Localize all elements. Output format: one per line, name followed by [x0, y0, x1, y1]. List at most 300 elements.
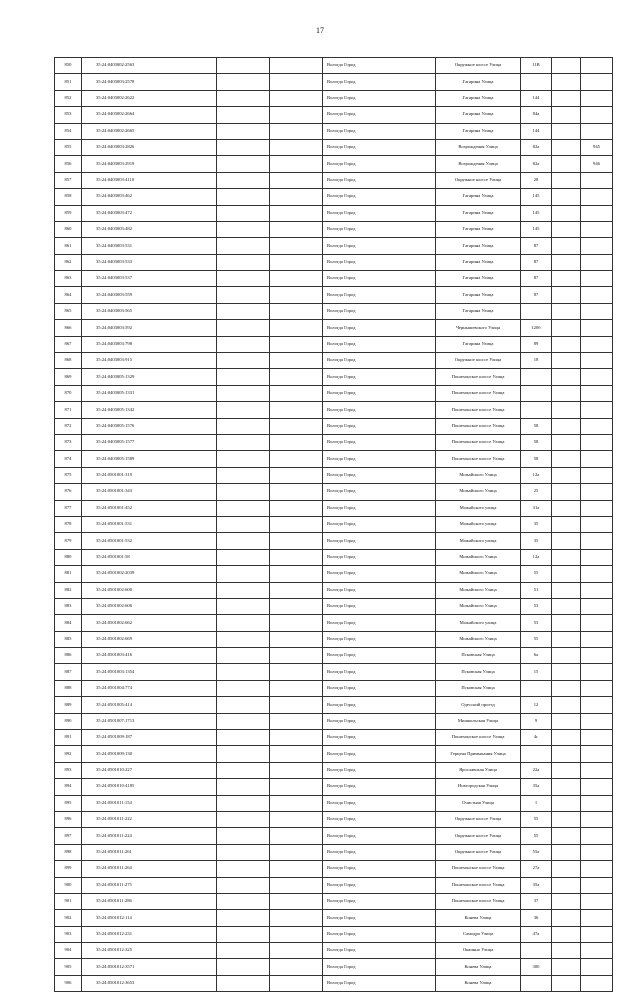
row-number-cell: 859 [55, 205, 82, 221]
row-number-cell: 887 [55, 664, 82, 680]
apartment-cell [552, 566, 581, 582]
empty-cell [217, 697, 270, 713]
row-number-cell: 867 [55, 336, 82, 352]
empty-cell [217, 434, 270, 450]
room-number-cell [581, 189, 613, 205]
city-cell: Вологда Город [323, 271, 436, 287]
row-number-cell: 870 [55, 385, 82, 401]
street-cell: Можайского Улица [436, 484, 521, 500]
street-cell: Гагарина Улица [436, 189, 521, 205]
street-cell: Гагарина Улица [436, 271, 521, 287]
cadastral-number-cell: 35:24:0501002:669 [82, 631, 217, 647]
table-row [55, 943, 613, 959]
empty-cell [270, 811, 323, 827]
house-number-cell: 35а [521, 779, 552, 795]
apartment-cell [552, 877, 581, 893]
table-row [55, 139, 613, 155]
city-cell: Вологда Город [323, 238, 436, 254]
house-number-cell [521, 680, 552, 696]
empty-cell [270, 139, 323, 155]
table-row [55, 123, 613, 139]
room-number-cell [581, 631, 613, 647]
room-number-cell [581, 549, 613, 565]
city-cell: Вологда Город [323, 205, 436, 221]
room-number-cell [581, 254, 613, 270]
city-cell: Вологда Город [323, 189, 436, 205]
city-cell: Вологда Город [323, 582, 436, 598]
empty-cell [270, 762, 323, 778]
empty-cell [270, 680, 323, 696]
street-cell: Возрождения Улица [436, 139, 521, 155]
empty-cell [270, 828, 323, 844]
city-cell: Вологда Город [323, 746, 436, 762]
apartment-cell [552, 205, 581, 221]
apartment-cell [552, 713, 581, 729]
house-number-cell: 55а [521, 844, 552, 860]
cadastral-number-cell: 35:24:0403003:798 [82, 336, 217, 352]
city-cell: Вологда Город [323, 811, 436, 827]
room-number-cell [581, 402, 613, 418]
row-number-cell: 853 [55, 107, 82, 123]
house-number-cell: 11В [521, 58, 552, 74]
room-number-cell [581, 467, 613, 483]
room-number-cell [581, 58, 613, 74]
row-number-cell: 895 [55, 795, 82, 811]
table-row [55, 467, 613, 483]
empty-cell [217, 598, 270, 614]
table-row [55, 926, 613, 942]
empty-cell [217, 713, 270, 729]
empty-cell [270, 615, 323, 631]
row-number-cell: 875 [55, 467, 82, 483]
table-row [55, 795, 613, 811]
table-row [55, 680, 613, 696]
apartment-cell [552, 139, 581, 155]
row-number-cell: 868 [55, 353, 82, 369]
row-number-cell: 851 [55, 74, 82, 90]
street-cell: Псковская Улица [436, 680, 521, 696]
room-number-cell [581, 975, 613, 991]
empty-cell [270, 664, 323, 680]
house-number-cell: 31а [521, 500, 552, 516]
city-cell: Вологда Город [323, 615, 436, 631]
cadastral-number-cell: 35:24:0403003:2578 [82, 74, 217, 90]
city-cell: Вологда Город [323, 123, 436, 139]
city-cell: Вологда Город [323, 861, 436, 877]
cadastral-number-cell: 35:24:0501011:224 [82, 828, 217, 844]
row-number-cell: 873 [55, 434, 82, 450]
empty-cell [270, 516, 323, 532]
house-number-cell: 87 [521, 287, 552, 303]
house-number-cell: 35 [521, 516, 552, 532]
empty-cell [217, 746, 270, 762]
house-number-cell: 55 [521, 631, 552, 647]
apartment-cell [552, 828, 581, 844]
house-number-cell: 35а [521, 877, 552, 893]
cadastral-number-cell: 35:24:0501001:531 [82, 516, 217, 532]
table-row [55, 975, 613, 991]
street-cell: Самодра Улица [436, 926, 521, 942]
table-row [55, 631, 613, 647]
table-row [55, 107, 613, 123]
street-cell: Пошехонское шоссе Улица [436, 861, 521, 877]
apartment-cell [552, 926, 581, 942]
row-number-cell: 893 [55, 762, 82, 778]
street-cell: Можайского улица [436, 615, 521, 631]
empty-cell [270, 910, 323, 926]
empty-cell [270, 156, 323, 172]
row-number-cell: 854 [55, 123, 82, 139]
table-row [55, 861, 613, 877]
house-number-cell: 300 [521, 959, 552, 975]
apartment-cell [552, 516, 581, 532]
room-number-cell [581, 762, 613, 778]
row-number-cell: 892 [55, 746, 82, 762]
house-number-cell: 51 [521, 582, 552, 598]
apartment-cell [552, 107, 581, 123]
row-number-cell: 898 [55, 844, 82, 860]
room-number-cell [581, 516, 613, 532]
apartment-cell [552, 811, 581, 827]
empty-cell [217, 156, 270, 172]
cadastral-number-cell: 35:24:0501010:227 [82, 762, 217, 778]
table-row [55, 205, 613, 221]
apartment-cell [552, 943, 581, 959]
empty-cell [270, 484, 323, 500]
street-cell: Гагарина Улица [436, 221, 521, 237]
empty-cell [217, 90, 270, 106]
city-cell: Вологда Город [323, 221, 436, 237]
street-cell: Окружное шоссе Улица [436, 172, 521, 188]
cadastral-number-cell: 35:24:0501002:600 [82, 582, 217, 598]
city-cell: Вологда Город [323, 353, 436, 369]
table-row [55, 353, 613, 369]
city-cell: Вологда Город [323, 877, 436, 893]
city-cell: Вологда Город [323, 107, 436, 123]
cadastral-number-cell: 35:24:0403002:2665 [82, 123, 217, 139]
house-number-cell: 28 [521, 172, 552, 188]
empty-cell [217, 631, 270, 647]
room-number-cell [581, 926, 613, 942]
house-number-cell: 87 [521, 238, 552, 254]
room-number-cell [581, 238, 613, 254]
house-number-cell: 18 [521, 353, 552, 369]
table-row [55, 303, 613, 319]
room-number-cell [581, 811, 613, 827]
room-number-cell [581, 566, 613, 582]
empty-cell [270, 549, 323, 565]
empty-cell [217, 828, 270, 844]
empty-cell [217, 402, 270, 418]
city-cell: Вологда Город [323, 516, 436, 532]
table-row [55, 287, 613, 303]
row-number-cell: 863 [55, 271, 82, 287]
city-cell: Вологда Город [323, 303, 436, 319]
table-row [55, 238, 613, 254]
street-cell: Гагарина Улица [436, 74, 521, 90]
empty-cell [270, 533, 323, 549]
empty-cell [217, 74, 270, 90]
row-number-cell: 879 [55, 533, 82, 549]
page-number: 17 [316, 26, 324, 35]
cadastral-number-cell: 35:24:0501005:414 [82, 697, 217, 713]
table-row [55, 762, 613, 778]
room-number-cell [581, 713, 613, 729]
row-number-cell: 877 [55, 500, 82, 516]
city-cell: Вологда Город [323, 418, 436, 434]
apartment-cell [552, 402, 581, 418]
row-number-cell: 884 [55, 615, 82, 631]
room-number-cell [581, 107, 613, 123]
cadastral-number-cell: 35:24:0403003:4110 [82, 172, 217, 188]
cadastral-number-cell: 35:24:0403005:1331 [82, 385, 217, 401]
room-number-cell [581, 320, 613, 336]
cadastral-number-cell: 35:24:0403003:531 [82, 238, 217, 254]
city-cell: Вологда Город [323, 385, 436, 401]
row-number-cell: 864 [55, 287, 82, 303]
row-number-cell: 883 [55, 598, 82, 614]
cadastral-number-cell: 35:24:0501009:187 [82, 730, 217, 746]
room-number-cell [581, 893, 613, 909]
empty-cell [217, 582, 270, 598]
street-cell: Можайского улица [436, 516, 521, 532]
table-row [55, 516, 613, 532]
row-number-cell: 882 [55, 582, 82, 598]
table-row [55, 402, 613, 418]
empty-cell [217, 664, 270, 680]
house-number-cell: 120б [521, 320, 552, 336]
row-number-cell: 876 [55, 484, 82, 500]
table-row [55, 484, 613, 500]
room-number-cell [581, 828, 613, 844]
city-cell: Вологда Город [323, 172, 436, 188]
street-cell: Окружное шоссе Улица [436, 844, 521, 860]
room-number-cell: 945 [581, 139, 613, 155]
apartment-cell [552, 254, 581, 270]
cadastral-number-cell: 35:24:0501012:114 [82, 910, 217, 926]
empty-cell [217, 893, 270, 909]
street-cell: Окружное шоссе Улица [436, 353, 521, 369]
house-number-cell: 55 [521, 811, 552, 827]
house-number-cell [521, 74, 552, 90]
room-number-cell [581, 287, 613, 303]
empty-cell [270, 566, 323, 582]
room-number-cell [581, 910, 613, 926]
house-number-cell: 9 [521, 713, 552, 729]
city-cell: Вологда Город [323, 58, 436, 74]
empty-cell [270, 271, 323, 287]
apartment-cell [552, 451, 581, 467]
table-row [55, 664, 613, 680]
table-row [55, 533, 613, 549]
city-cell: Вологда Город [323, 156, 436, 172]
city-cell: Вологда Город [323, 533, 436, 549]
room-number-cell [581, 648, 613, 664]
row-number-cell: 878 [55, 516, 82, 532]
house-number-cell: 25 [521, 484, 552, 500]
house-number-cell: 35 [521, 533, 552, 549]
street-cell: Можайского Улица [436, 582, 521, 598]
empty-cell [270, 959, 323, 975]
empty-cell [270, 58, 323, 74]
cadastral-number-cell: 35:24:0501003:416 [82, 648, 217, 664]
registry-table [54, 57, 613, 992]
empty-cell [217, 418, 270, 434]
city-cell: Вологда Город [323, 959, 436, 975]
table-row [55, 369, 613, 385]
empty-cell [270, 353, 323, 369]
empty-cell [270, 451, 323, 467]
apartment-cell [552, 58, 581, 74]
house-number-cell: 58 [521, 418, 552, 434]
cadastral-number-cell: 35:24:0501011:275 [82, 877, 217, 893]
house-number-cell: 6а [521, 648, 552, 664]
city-cell: Вологда Город [323, 434, 436, 450]
table-row [55, 336, 613, 352]
house-number-cell: 84а [521, 107, 552, 123]
city-cell: Вологда Город [323, 844, 436, 860]
cadastral-number-cell: 35:24:0501011:261 [82, 844, 217, 860]
cadastral-number-cell: 35:24:0403003:559 [82, 287, 217, 303]
street-cell: Можайского Улица [436, 467, 521, 483]
room-number-cell: 946 [581, 156, 613, 172]
empty-cell [217, 254, 270, 270]
cadastral-number-cell: 35:24:0501001:343 [82, 484, 217, 500]
apartment-cell [552, 189, 581, 205]
cadastral-number-cell: 35:24:0403005:1589 [82, 451, 217, 467]
cadastral-number-cell: 35:24:0403002:2622 [82, 90, 217, 106]
city-cell: Вологда Город [323, 730, 436, 746]
apartment-cell [552, 385, 581, 401]
empty-cell [217, 369, 270, 385]
apartment-cell [552, 418, 581, 434]
room-number-cell [581, 434, 613, 450]
table-row [55, 500, 613, 516]
empty-cell [217, 779, 270, 795]
row-number-cell: 874 [55, 451, 82, 467]
cadastral-number-cell: 35:24:0501011:154 [82, 795, 217, 811]
empty-cell [217, 221, 270, 237]
house-number-cell: 58 [521, 434, 552, 450]
apartment-cell [552, 779, 581, 795]
house-number-cell [521, 303, 552, 319]
city-cell: Вологда Город [323, 254, 436, 270]
cadastral-number-cell: 35:24:0501001:58 [82, 549, 217, 565]
table-row [55, 451, 613, 467]
cadastral-number-cell: 35:24:0501012:3571 [82, 959, 217, 975]
table-row [55, 320, 613, 336]
empty-cell [270, 730, 323, 746]
room-number-cell [581, 205, 613, 221]
city-cell: Вологда Город [323, 828, 436, 844]
street-cell: Пошехонское шоссе Улица [436, 369, 521, 385]
house-number-cell: 12а [521, 467, 552, 483]
row-number-cell: 860 [55, 221, 82, 237]
row-number-cell: 871 [55, 402, 82, 418]
empty-cell [217, 353, 270, 369]
row-number-cell: 905 [55, 959, 82, 975]
city-cell: Вологда Город [323, 484, 436, 500]
cadastral-number-cell: 35:24:0501012:3653 [82, 975, 217, 991]
empty-cell [217, 58, 270, 74]
table-row [55, 598, 613, 614]
apartment-cell [552, 271, 581, 287]
house-number-cell: 55 [521, 828, 552, 844]
empty-cell [217, 861, 270, 877]
cadastral-number-cell: 35:24:0403003:565 [82, 303, 217, 319]
room-number-cell [581, 418, 613, 434]
apartment-cell [552, 287, 581, 303]
row-number-cell: 896 [55, 811, 82, 827]
street-cell: Окружное шоссе Улица [436, 58, 521, 74]
city-cell: Вологда Город [323, 926, 436, 942]
empty-cell [270, 943, 323, 959]
room-number-cell [581, 271, 613, 287]
city-cell: Вологда Город [323, 320, 436, 336]
row-number-cell: 902 [55, 910, 82, 926]
city-cell: Вологда Город [323, 336, 436, 352]
apartment-cell [552, 467, 581, 483]
cadastral-number-cell: 35:24:0403002:2563 [82, 58, 217, 74]
city-cell: Вологда Город [323, 451, 436, 467]
cadastral-number-cell: 35:24:0501001:452 [82, 500, 217, 516]
empty-cell [217, 959, 270, 975]
cadastral-number-cell: 35:24:0501012:325 [82, 943, 217, 959]
apartment-cell [552, 631, 581, 647]
street-cell: Окаинно Улица [436, 943, 521, 959]
city-cell: Вологда Город [323, 549, 436, 565]
apartment-cell [552, 549, 581, 565]
cadastral-number-cell: 35:24:0501002:606 [82, 598, 217, 614]
apartment-cell [552, 648, 581, 664]
table-row [55, 385, 613, 401]
cadastral-number-cell: 35:24:0403005:1342 [82, 402, 217, 418]
apartment-cell [552, 861, 581, 877]
row-number-cell: 904 [55, 943, 82, 959]
room-number-cell [581, 795, 613, 811]
table-row [55, 615, 613, 631]
empty-cell [270, 598, 323, 614]
empty-cell [217, 287, 270, 303]
row-number-cell: 866 [55, 320, 82, 336]
city-cell: Вологда Город [323, 90, 436, 106]
empty-cell [217, 385, 270, 401]
apartment-cell [552, 762, 581, 778]
empty-cell [217, 549, 270, 565]
cadastral-number-cell: 35:24:0501011:286 [82, 893, 217, 909]
street-cell: Ярославская Улица [436, 762, 521, 778]
house-number-cell [521, 943, 552, 959]
empty-cell [217, 238, 270, 254]
empty-cell [217, 107, 270, 123]
apartment-cell [552, 582, 581, 598]
empty-cell [217, 910, 270, 926]
row-number-cell: 889 [55, 697, 82, 713]
cadastral-number-cell: 35:24:0501012:231 [82, 926, 217, 942]
apartment-cell [552, 910, 581, 926]
table-row [55, 959, 613, 975]
row-number-cell: 891 [55, 730, 82, 746]
house-number-cell: 144 [521, 90, 552, 106]
city-cell: Вологда Город [323, 779, 436, 795]
street-cell: Очистная Улица [436, 795, 521, 811]
house-number-cell [521, 746, 552, 762]
empty-cell [217, 500, 270, 516]
table-row [55, 172, 613, 188]
apartment-cell [552, 598, 581, 614]
street-cell: Гагарина Улица [436, 123, 521, 139]
house-number-cell: 47а [521, 926, 552, 942]
